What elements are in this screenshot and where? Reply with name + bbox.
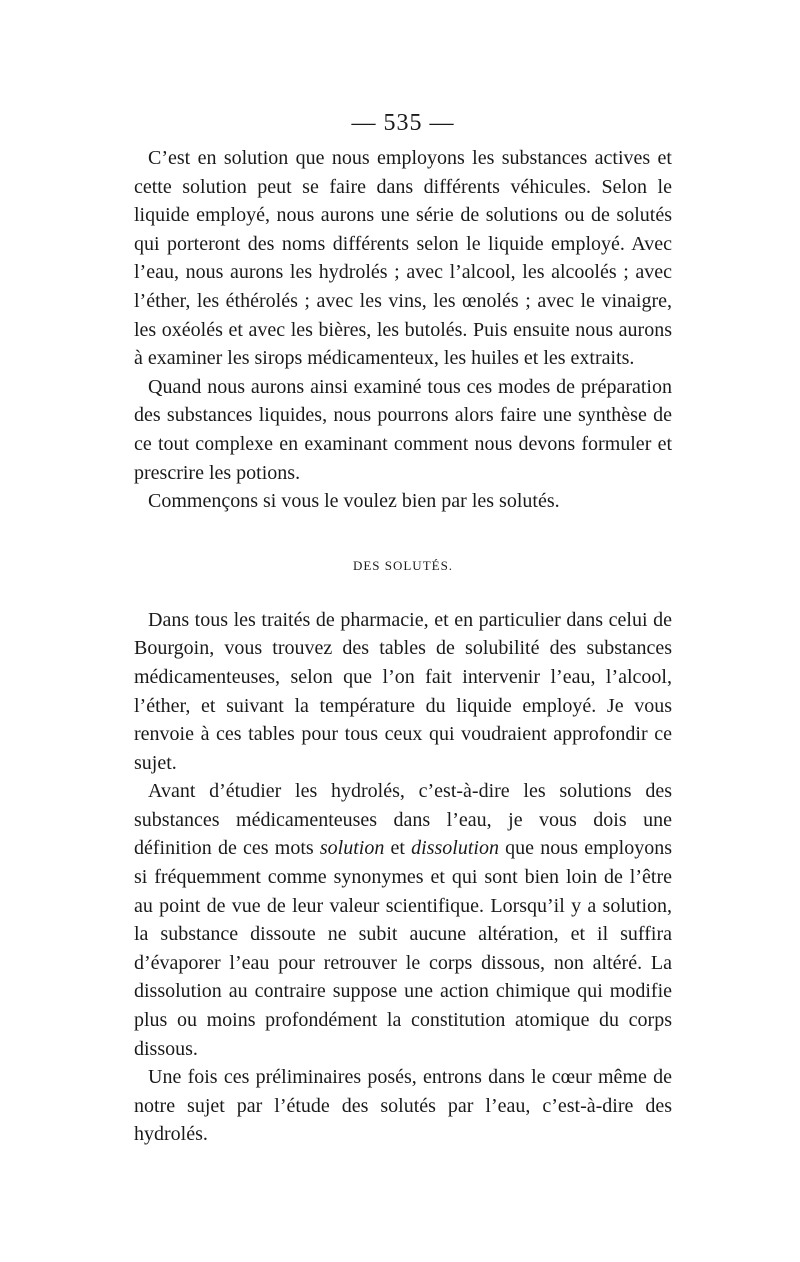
- section-paragraph-1: Dans tous les traités de pharmacie, et en particulier dans celui de Bourgoin, vous trouvez des tables de solubilité des substances médicamenteuses, selon que l’on fait intervenir l’eau, l’alcool, l’éther, et suivant la température du liquide employé. Je vous renvoie à ces tables pour tous ceux qui voudraient approfondir ce sujet.: [134, 608, 672, 774]
- intro-paragraph-1: C’est en solution que nous employons les substances actives et cette solution peut se faire dans différents véhicules. Selon le liquide employé, nous aurons une série de solutions ou de solutés qui porteront des noms différents selon le liquide employé. Avec l’eau, nous aurons les hydrolés ; avec l’alcool, les alcoolés ; avec l’éther, les éthérolés ; avec les vins, les œnolés ; avec le vinaigre, les oxéolés et avec les bières, les butolés. Puis ensuite nous aurons à examiner les sirops médicamenteux, les huiles et les extraits.: [134, 147, 672, 370]
- page-number: — 535 —: [351, 110, 455, 136]
- term-dissolution: dissolution: [411, 837, 499, 860]
- section-paragraph-3: Une fois ces préliminaires posés, entrons dans le cœur même de notre sujet par l’étude des solutés par l’eau, c’est-à-dire des hydrolés.: [134, 1066, 672, 1146]
- book-page: [134, 108, 672, 1149]
- intro-paragraph-2: Quand nous aurons ainsi examiné tous ces modes de préparation des substances liquides, nous pourrons alors faire une synthèse de ce tout complexe en examinant comment nous devons formuler et prescrire les potions.: [134, 375, 672, 484]
- section-heading: DES SOLUTÉS.: [352, 557, 454, 573]
- term-solution: solution: [319, 837, 385, 860]
- intro-paragraph-3: Commençons si vous le voulez bien par les solutés.: [148, 490, 560, 513]
- paragraph-2-text-start: Avant d’étudier les hydrolés, c’est-à-dire les solutions des substances médicamenteuses dans l’eau, je vous dois une définition de ces mots: [134, 780, 672, 860]
- section-paragraph-2: [134, 777, 672, 1063]
- paragraph-2-connector: et: [384, 837, 412, 860]
- paragraph-2-text-end: que nous employons si fréquemment comme synonymes et qui sont bien loin de l’être au point de vue de leur valeur scientifique. Lorsqu’il y a solution, la substance dissoute ne subit aucune altération, et il suffira d’évaporer l’eau pour retrouver le corps dissous, non altéré. La dissolution au contraire suppose une action chimique qui modifie plus ou moins profondément la constitution atomique du corps dissous.: [134, 837, 673, 1060]
